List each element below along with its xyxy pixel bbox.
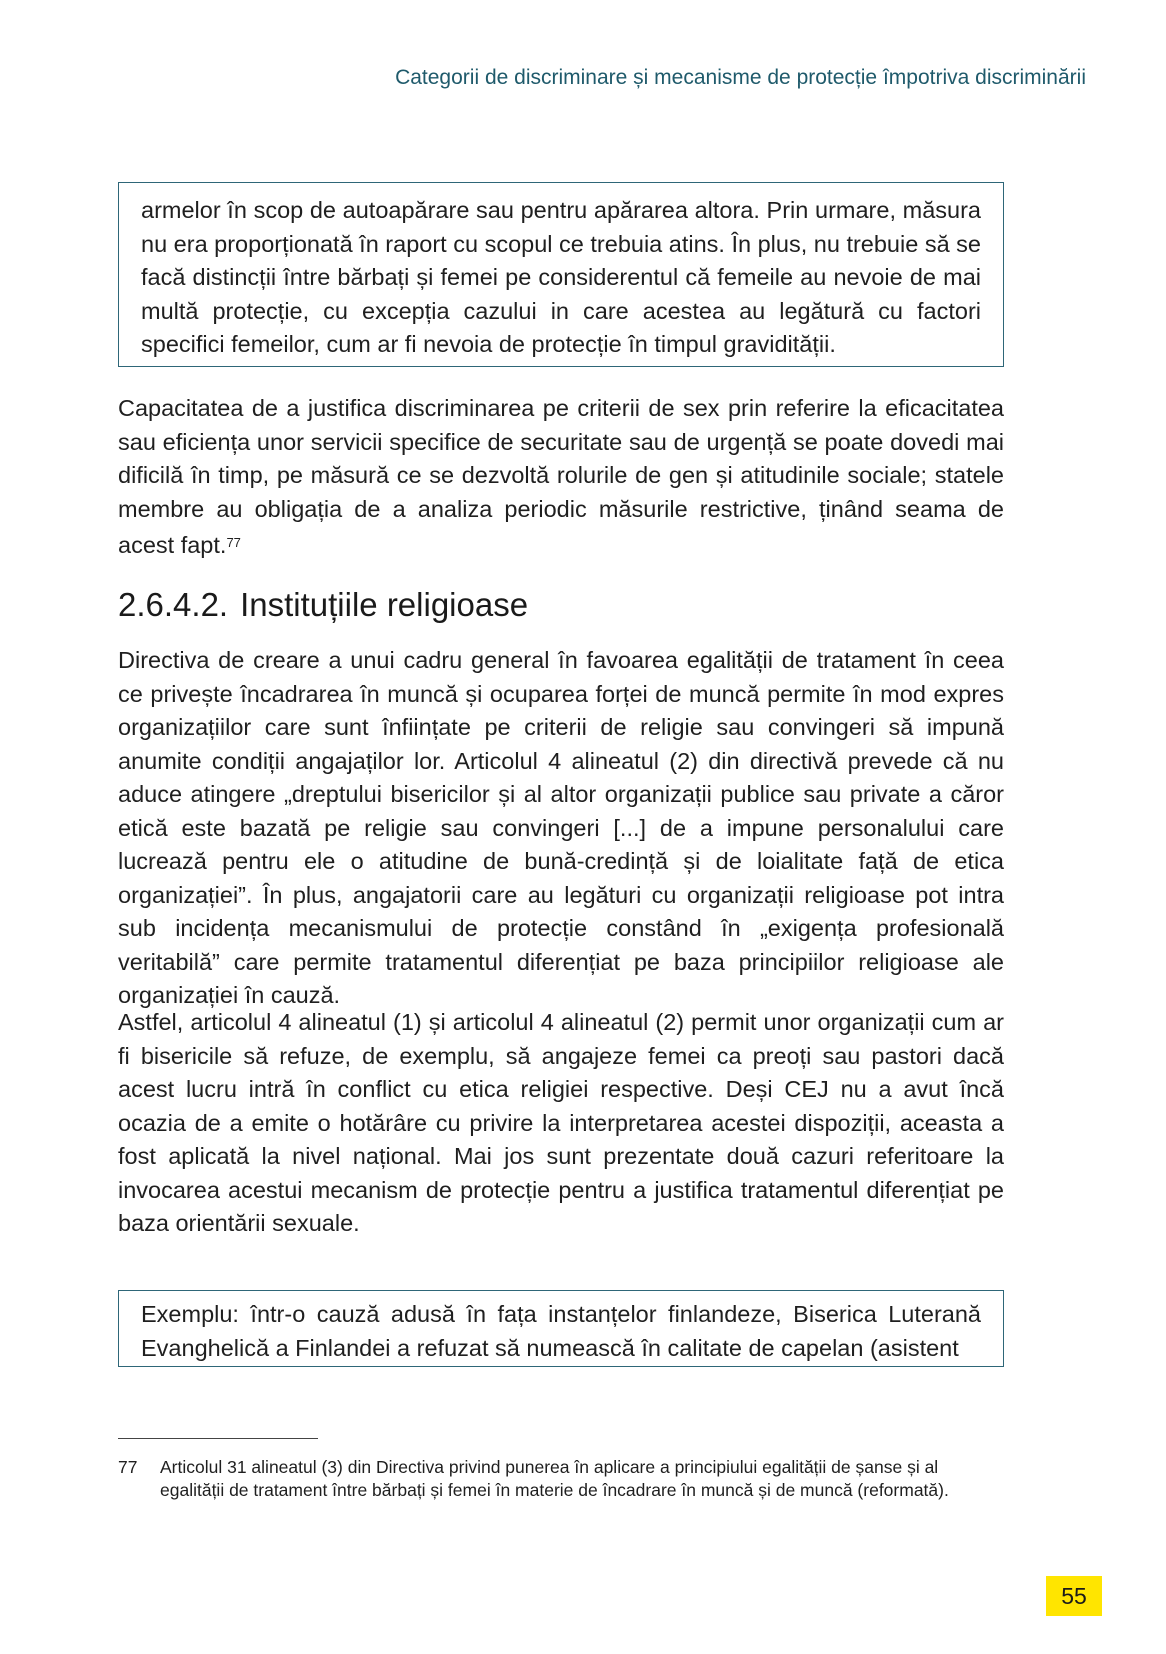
section-title: Instituțiile religioase: [240, 586, 529, 623]
paragraph-2: [118, 644, 1004, 1013]
section-heading: [118, 586, 528, 624]
example-box-text: Exemplu: într-o cauză adusă în fața instanțelor finlandeze, Biserica Luterană Evanghelică a Finlandei a refuzat să numească în calitate de capelan (asistent: [141, 1301, 981, 1361]
running-header: Categorii de discriminare și mecanisme de protecție împotriva discriminării: [395, 66, 1086, 89]
footnote-reference[interactable]: 77: [226, 535, 241, 550]
paragraph-3: [118, 1006, 1004, 1241]
footnote: [118, 1456, 998, 1502]
section-number: 2.6.4.2.: [118, 586, 229, 623]
case-box-text: armelor în scop de autoapărare sau pentru apărarea altora. Prin urmare, măsura nu era proporționată în raport cu scopul ce trebuia atins. În plus, nu trebuie să se facă distincții între bărbați și femei pe considerentul că femeile au nevoie de mai multă protecție, cu excepția cazului in care acestea au legătură cu factori specifici femeilor, cum ar fi nevoia de protecție în timpul gravidității.: [141, 197, 981, 357]
paragraph-3-text: Astfel, articolul 4 alineatul (1) și articolul 4 alineatul (2) permit unor organizații cum ar fi bisericile să refuze, de exemplu, să angajeze femei ca preoți sau pastori dacă acest lucru intră în conflict cu etica religiei respective. Deși CEJ nu a avut încă ocazia de a emite o hotărâre cu privire la interpretarea acestei dispoziții, aceasta a fost aplicată la nivel național. Mai jos sunt prezentate două cazuri referitoare la invocarea acestui mecanism de protecție pentru a justifica tratamentul diferențiat pe baza orientării sexuale.: [118, 1009, 1004, 1236]
paragraph-1-text: Capacitatea de a justifica discriminarea pe criterii de sex prin referire la eficacitatea sau eficiența unor servicii specifice de securitate sau de urgență se poate dovedi mai dificilă în timp, pe măsură ce se dezvoltă rolurile de gen și atitudinile sociale; statele membre au obligația de a analiza periodic măsurile restrictive, ținând seama de acest fapt.: [118, 395, 1004, 558]
footnote-text: Articolul 31 alineatul (3) din Directiva privind punerea în aplicare a principiului egalității de șanse și al egalității de tratament între bărbați și femei în materie de încadrare în muncă și de muncă (reformată).: [160, 1457, 949, 1500]
paragraph-1: [118, 392, 1004, 563]
case-box-continued: [118, 182, 1004, 367]
footnote-number: 77: [118, 1457, 138, 1477]
page-number: 55: [1046, 1576, 1102, 1616]
paragraph-2-text: Directiva de creare a unui cadru general în favoarea egalității de tratament în ceea ce privește încadrarea în muncă și ocuparea forței de muncă permite în mod expres organizațiilor care sunt înființate pe criterii de religie sau convingeri să impună anumite condiții angajaților lor. Articolul 4 alineatul (2) din directivă prevede că nu aduce atingere „dreptului bisericilor și al altor organizații publice sau private a căror etică este bazată pe religie sau convingeri [...] de a impune personalului care lucrează pentru ele o atitudine de bună-credință și de loialitate față de etica organizației”. În plus, angajatorii care au legături cu organizații religioase pot intra sub incidența mecanismului de protecție constând în „exigența profesională veritabilă” care permite tratamentul diferențiat pe baza principiilor religioase ale organizației în cauză.: [118, 647, 1004, 1008]
example-box: [118, 1290, 1004, 1367]
footnote-divider: [118, 1438, 318, 1439]
